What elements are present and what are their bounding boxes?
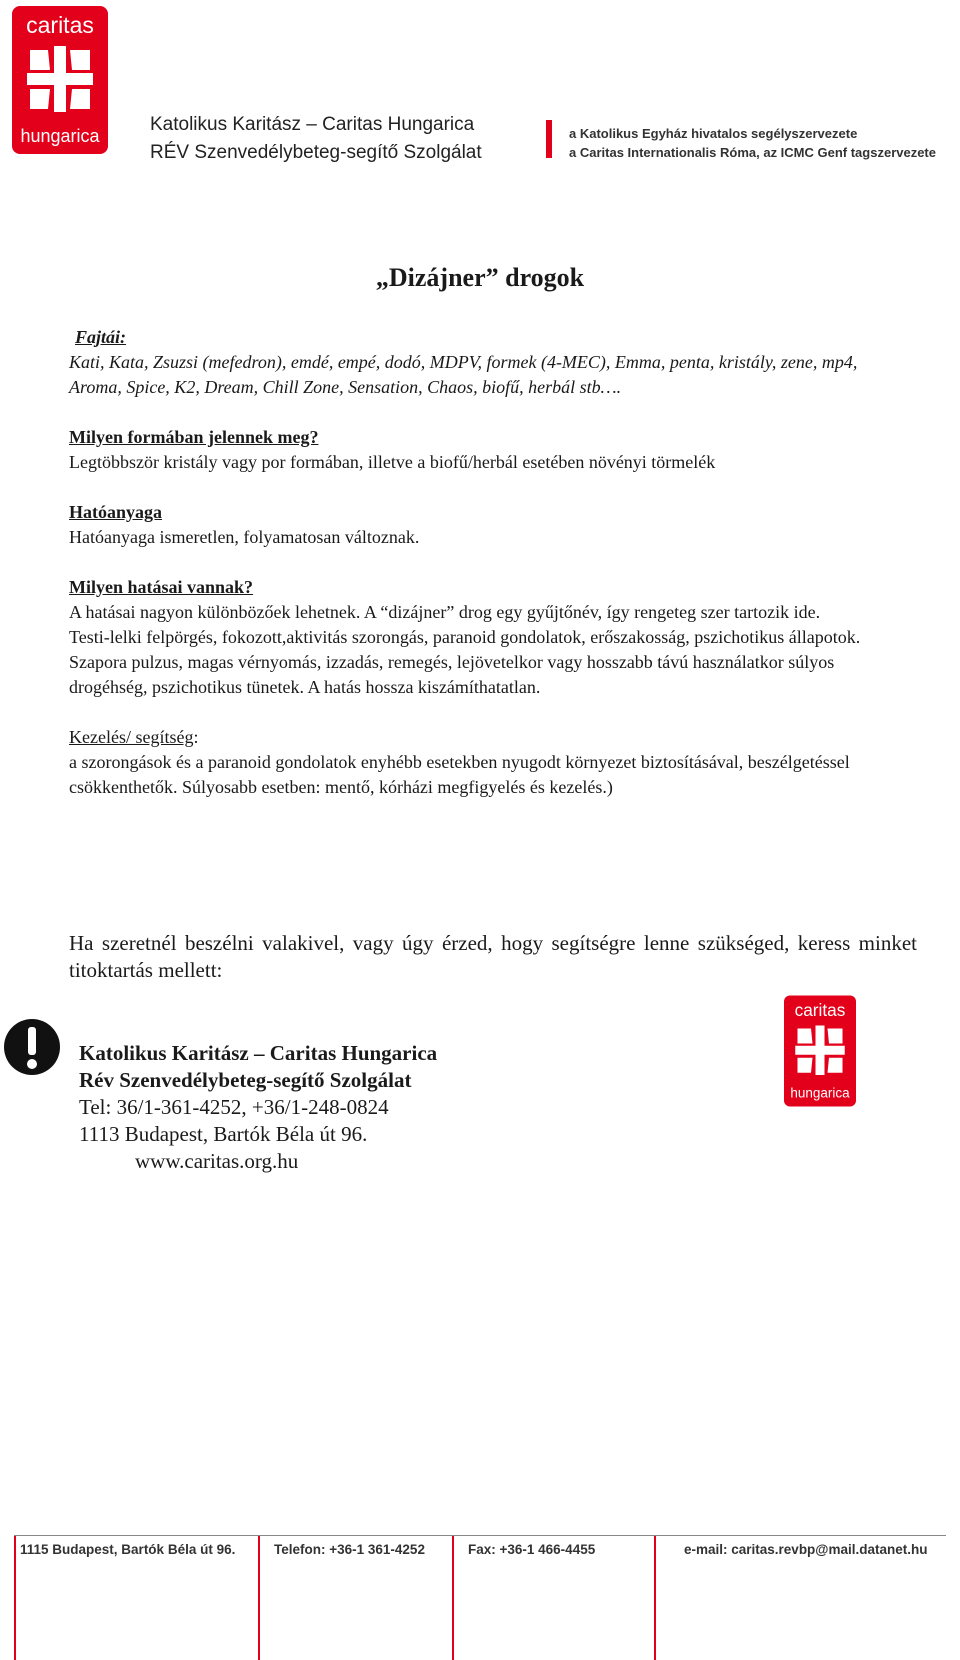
effects-body-2: Testi-lelki felpörgés, fokozott,aktivitás szorongás, paranoid gondolatok, erőszakosság, pszichotikus állapotok. Szapora pulzus, magas vérnyomás, izzadás, remegés, lejövetelkor vagy hosszabb távú használatkor súlyos drogéhség, pszichotikus tünetek. A hatás hossza kiszámíthatatlan. bbox=[69, 627, 861, 697]
form-body: Legtöbbször kristály vagy por formában, illetve a biofű/herbál esetében növényi törmelék bbox=[69, 452, 716, 472]
contact-block bbox=[79, 1040, 437, 1175]
treatment-heading: Kezelés/ segítség bbox=[69, 727, 194, 747]
contact-org: Katolikus Karitász – Caritas Hungarica bbox=[79, 1041, 438, 1065]
header-tagline-1: a Katolikus Egyház hivatalos segélyszervezete bbox=[569, 126, 858, 141]
agent-heading: Hatóanyaga bbox=[69, 502, 163, 522]
header-org-name: Katolikus Karitász – Caritas Hungarica bbox=[150, 114, 475, 135]
page-title: „Dizájner” drogok bbox=[375, 263, 585, 292]
types-heading: Fajtái: bbox=[75, 327, 127, 347]
types-body: Kati, Kata, Zsuzsi (mefedron), emdé, empé, dodó, MDPV, formek (4-MEC), Emma, penta, kristály, zene, mp4, Aroma, Spice, K2, Dream, Chill Zone, Sensation, Chaos, biofű, herbál stb…. bbox=[69, 352, 858, 397]
treatment-heading-suffix: : bbox=[193, 727, 199, 747]
caritas-logo bbox=[12, 6, 108, 154]
main-content bbox=[69, 325, 911, 800]
footer-separator bbox=[14, 1536, 16, 1660]
treatment-body: a szorongások és a paranoid gondolatok enyhébb esetekben nyugodt környezet biztosításával, beszélgetéssel csökkenthetők. Súlyosabb esetben: mentő, kórházi megfigyelés és kezelés.) bbox=[69, 752, 850, 797]
footer-address: 1115 Budapest, Bartók Béla út 96. bbox=[20, 1542, 236, 1557]
exclamation-circle-icon bbox=[3, 1018, 61, 1076]
footer-separator bbox=[258, 1536, 260, 1660]
effects-heading: Milyen hatásai vannak? bbox=[69, 577, 254, 597]
footer bbox=[14, 1536, 946, 1660]
contact-address: 1113 Budapest, Bartók Béla út 96. bbox=[79, 1122, 368, 1146]
logo-small-word-bottom: hungarica bbox=[790, 1085, 850, 1101]
contact-website-link[interactable]: www.caritas.org.hu bbox=[135, 1149, 299, 1173]
header-tagline bbox=[569, 124, 936, 162]
caritas-logo-small bbox=[784, 995, 856, 1107]
logo-word-top: caritas bbox=[26, 12, 94, 38]
header-divider bbox=[546, 120, 552, 158]
footer-phone: Telefon: +36-1 361-4252 bbox=[274, 1542, 425, 1557]
appeal-text: Ha szeretnél beszélni valakivel, vagy úgy érzed, hogy segítségre lenne szükséged, keress minket titoktartás mellett: bbox=[69, 931, 917, 982]
footer-fax: Fax: +36-1 466-4455 bbox=[468, 1542, 596, 1557]
footer-separator bbox=[452, 1536, 454, 1660]
effects-body-1: A hatásai nagyon különbözőek lehetnek. A “dizájner” drog egy gyűjtőnév, így rengeteg szer tartozik ide. bbox=[69, 602, 821, 622]
logo-word-bottom: hungarica bbox=[20, 126, 100, 146]
footer-separator bbox=[654, 1536, 656, 1660]
contact-service: Rév Szenvedélybeteg-segítő Szolgálat bbox=[79, 1068, 412, 1092]
form-heading: Milyen formában jelennek meg? bbox=[69, 427, 319, 447]
footer-email[interactable]: e-mail: caritas.revbp@mail.datanet.hu bbox=[684, 1542, 928, 1557]
header-org-block bbox=[150, 111, 482, 167]
contact-phone: Tel: 36/1-361-4252, +36/1-248-0824 bbox=[79, 1095, 389, 1119]
header-tagline-2: a Caritas Internationalis Róma, az ICMC Genf tagszervezete bbox=[569, 145, 936, 160]
agent-body: Hatóanyaga ismeretlen, folyamatosan változnak. bbox=[69, 527, 420, 547]
logo-small-word-top: caritas bbox=[794, 999, 846, 1020]
header-service-name: RÉV Szenvedélybeteg-segítő Szolgálat bbox=[150, 142, 482, 163]
